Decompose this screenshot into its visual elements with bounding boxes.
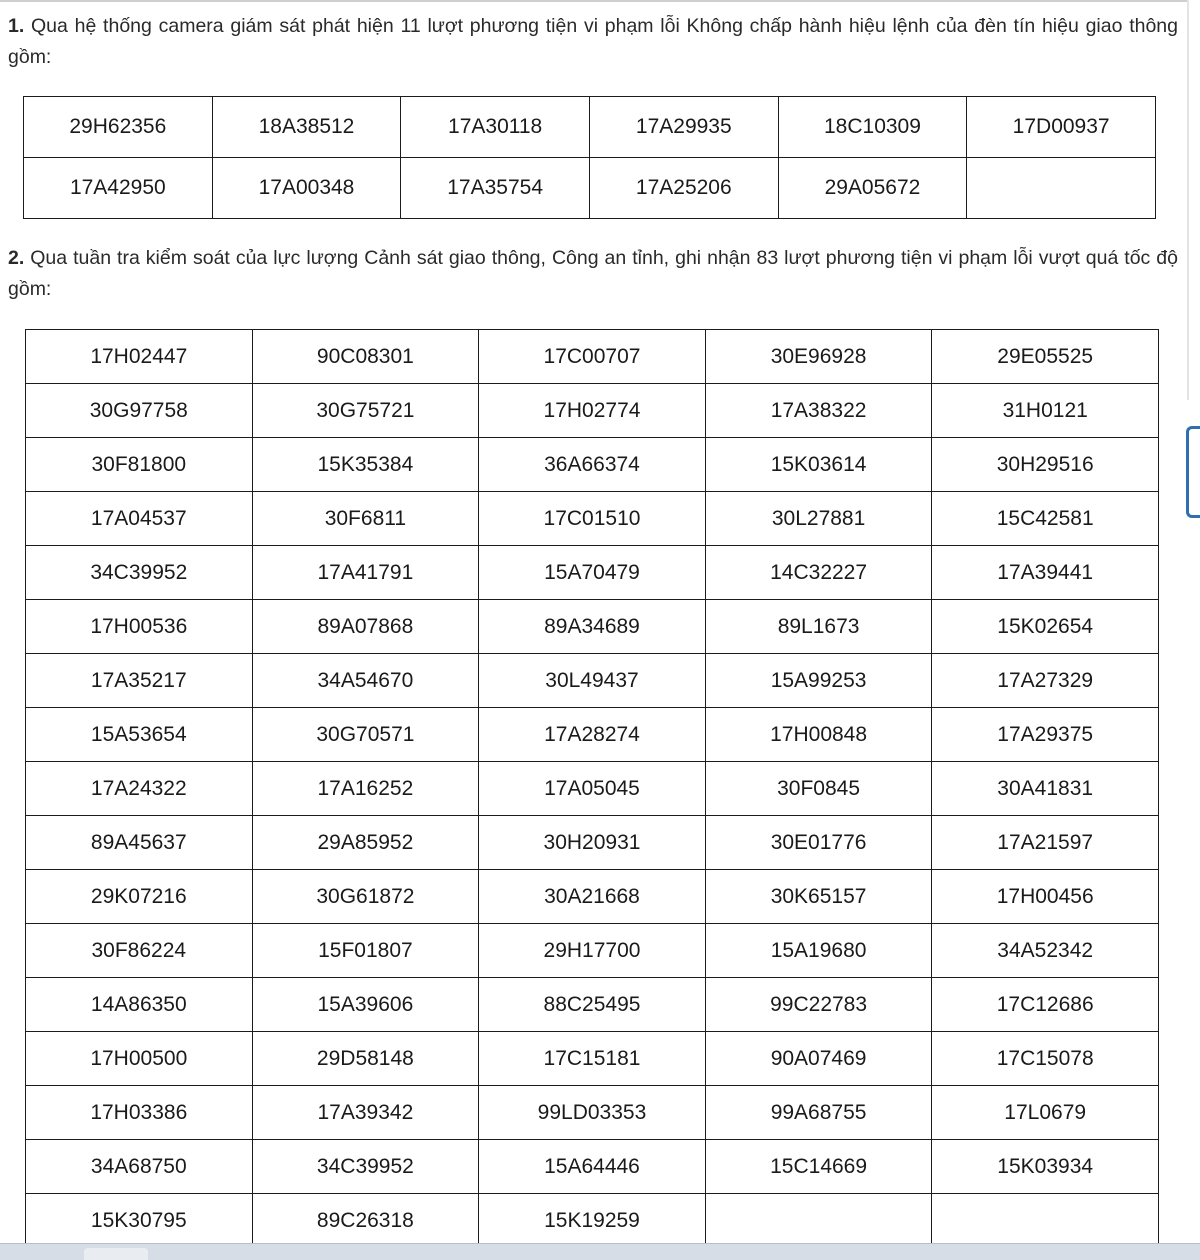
plate-number-cell (967, 158, 1156, 219)
table-row (24, 97, 1156, 158)
plate-number-cell: 34A54670 (252, 654, 479, 708)
section-2-text: Qua tuần tra kiểm soát của lực lượng Cảnh sát giao thông, Công an tỉnh, ghi nhận 83 lượt phương tiện vi phạm lỗi vượt quá tốc độ gồm: (8, 247, 1178, 300)
section-1-paragraph (8, 11, 1178, 73)
plate-number-cell: 17A04537 (26, 492, 253, 546)
plate-number-cell: 17A35754 (401, 158, 590, 219)
plate-number-cell: 30E01776 (705, 816, 932, 870)
section-2-number: 2. (8, 247, 25, 269)
side-panel-handle[interactable] (1186, 426, 1200, 518)
plate-number-cell: 29H17700 (479, 924, 706, 978)
plate-number-cell: 15K30795 (26, 1194, 253, 1248)
table-row (26, 924, 1159, 978)
plate-number-cell: 17C15078 (932, 1032, 1159, 1086)
plate-number-cell: 30K65157 (705, 870, 932, 924)
plate-number-cell: 30L27881 (705, 492, 932, 546)
plate-number-cell: 14C32227 (705, 546, 932, 600)
plate-number-cell: 17A30118 (401, 97, 590, 158)
table-row (26, 1194, 1159, 1248)
plate-number-cell: 15C14669 (705, 1140, 932, 1194)
section-2-paragraph (8, 243, 1178, 305)
plate-number-cell: 17A29375 (932, 708, 1159, 762)
table-row (26, 1086, 1159, 1140)
plate-number-cell: 15A70479 (479, 546, 706, 600)
plate-number-cell: 30F6811 (252, 492, 479, 546)
plate-number-cell: 30G75721 (252, 384, 479, 438)
plate-number-cell: 17A39342 (252, 1086, 479, 1140)
plate-number-cell: 17H02447 (26, 330, 253, 384)
plate-number-cell: 17A28274 (479, 708, 706, 762)
plate-number-cell: 15K19259 (479, 1194, 706, 1248)
plate-number-cell: 17A38322 (705, 384, 932, 438)
plate-number-cell: 30G97758 (26, 384, 253, 438)
plate-number-cell: 17A41791 (252, 546, 479, 600)
table-row (26, 978, 1159, 1032)
table-row (26, 708, 1159, 762)
plate-number-cell: 15F01807 (252, 924, 479, 978)
plate-number-cell: 89A45637 (26, 816, 253, 870)
table-row (26, 492, 1159, 546)
table-row (26, 438, 1159, 492)
plate-number-cell: 29A85952 (252, 816, 479, 870)
plate-number-cell: 30A41831 (932, 762, 1159, 816)
plate-number-cell: 15A64446 (479, 1140, 706, 1194)
plate-number-cell: 15C42581 (932, 492, 1159, 546)
plate-number-cell: 17H03386 (26, 1086, 253, 1140)
plate-number-cell: 17A24322 (26, 762, 253, 816)
plate-number-cell: 99A68755 (705, 1086, 932, 1140)
plate-number-cell: 18A38512 (212, 97, 401, 158)
plate-number-cell: 99C22783 (705, 978, 932, 1032)
table-row (26, 546, 1159, 600)
scrollbar-track[interactable] (1187, 0, 1189, 400)
table-row (24, 158, 1156, 219)
table-row (26, 600, 1159, 654)
table-row (26, 330, 1159, 384)
plate-number-cell (932, 1194, 1159, 1248)
plate-number-cell: 15K02654 (932, 600, 1159, 654)
plate-number-cell: 29A05672 (778, 158, 967, 219)
plate-number-cell: 30L49437 (479, 654, 706, 708)
plate-number-cell: 30F0845 (705, 762, 932, 816)
red-light-violations-table (23, 96, 1156, 219)
plate-number-cell: 15A99253 (705, 654, 932, 708)
plate-number-cell: 17H00456 (932, 870, 1159, 924)
plate-number-cell: 88C25495 (479, 978, 706, 1032)
plate-number-cell: 17A25206 (589, 158, 778, 219)
plate-number-cell: 17H00848 (705, 708, 932, 762)
plate-number-cell: 17H00500 (26, 1032, 253, 1086)
taskbar-tab[interactable] (84, 1248, 148, 1260)
table-row (26, 762, 1159, 816)
plate-number-cell: 17A05045 (479, 762, 706, 816)
plate-number-cell: 17A29935 (589, 97, 778, 158)
plate-number-cell: 34C39952 (252, 1140, 479, 1194)
plate-number-cell: 17A27329 (932, 654, 1159, 708)
plate-number-cell: 89L1673 (705, 600, 932, 654)
plate-number-cell: 15K03934 (932, 1140, 1159, 1194)
speeding-violations-table (25, 329, 1159, 1248)
plate-number-cell: 17A35217 (26, 654, 253, 708)
plate-number-cell: 17A42950 (24, 158, 213, 219)
plate-number-cell: 31H0121 (932, 384, 1159, 438)
plate-number-cell: 34A68750 (26, 1140, 253, 1194)
plate-number-cell: 17A39441 (932, 546, 1159, 600)
table-row (26, 1140, 1159, 1194)
plate-number-cell: 15A19680 (705, 924, 932, 978)
taskbar (0, 1243, 1200, 1260)
plate-number-cell: 17C00707 (479, 330, 706, 384)
plate-number-cell: 89C26318 (252, 1194, 479, 1248)
plate-number-cell: 89A07868 (252, 600, 479, 654)
plate-number-cell (705, 1194, 932, 1248)
plate-number-cell: 30F86224 (26, 924, 253, 978)
top-border (0, 0, 1200, 2)
plate-number-cell: 15K35384 (252, 438, 479, 492)
section-1-text: Qua hệ thống camera giám sát phát hiện 11 lượt phương tiện vi phạm lỗi Không chấp hành hiệu lệnh của đèn tín hiệu giao thông gồm: (8, 15, 1178, 68)
plate-number-cell: 30H20931 (479, 816, 706, 870)
plate-number-cell: 15A39606 (252, 978, 479, 1032)
plate-number-cell: 17A21597 (932, 816, 1159, 870)
plate-number-cell: 29H62356 (24, 97, 213, 158)
plate-number-cell: 14A86350 (26, 978, 253, 1032)
plate-number-cell: 15A53654 (26, 708, 253, 762)
plate-number-cell: 17C01510 (479, 492, 706, 546)
plate-number-cell: 17L0679 (932, 1086, 1159, 1140)
plate-number-cell: 30F81800 (26, 438, 253, 492)
plate-number-cell: 90C08301 (252, 330, 479, 384)
plate-number-cell: 15K03614 (705, 438, 932, 492)
plate-number-cell: 34A52342 (932, 924, 1159, 978)
plate-number-cell: 30A21668 (479, 870, 706, 924)
plate-number-cell: 29K07216 (26, 870, 253, 924)
plate-number-cell: 17H00536 (26, 600, 253, 654)
plate-number-cell: 17D00937 (967, 97, 1156, 158)
table-row (26, 654, 1159, 708)
plate-number-cell: 17A16252 (252, 762, 479, 816)
plate-number-cell: 30G70571 (252, 708, 479, 762)
plate-number-cell: 90A07469 (705, 1032, 932, 1086)
plate-number-cell: 30E96928 (705, 330, 932, 384)
plate-number-cell: 18C10309 (778, 97, 967, 158)
table-row (26, 870, 1159, 924)
plate-number-cell: 17C12686 (932, 978, 1159, 1032)
plate-number-cell: 36A66374 (479, 438, 706, 492)
section-1-number: 1. (8, 15, 25, 37)
plate-number-cell: 29D58148 (252, 1032, 479, 1086)
plate-number-cell: 29E05525 (932, 330, 1159, 384)
plate-number-cell: 34C39952 (26, 546, 253, 600)
table-row (26, 1032, 1159, 1086)
plate-number-cell: 30G61872 (252, 870, 479, 924)
plate-number-cell: 89A34689 (479, 600, 706, 654)
plate-number-cell: 17H02774 (479, 384, 706, 438)
plate-number-cell: 17C15181 (479, 1032, 706, 1086)
plate-number-cell: 99LD03353 (479, 1086, 706, 1140)
table-row (26, 384, 1159, 438)
plate-number-cell: 30H29516 (932, 438, 1159, 492)
plate-number-cell: 17A00348 (212, 158, 401, 219)
table-row (26, 816, 1159, 870)
